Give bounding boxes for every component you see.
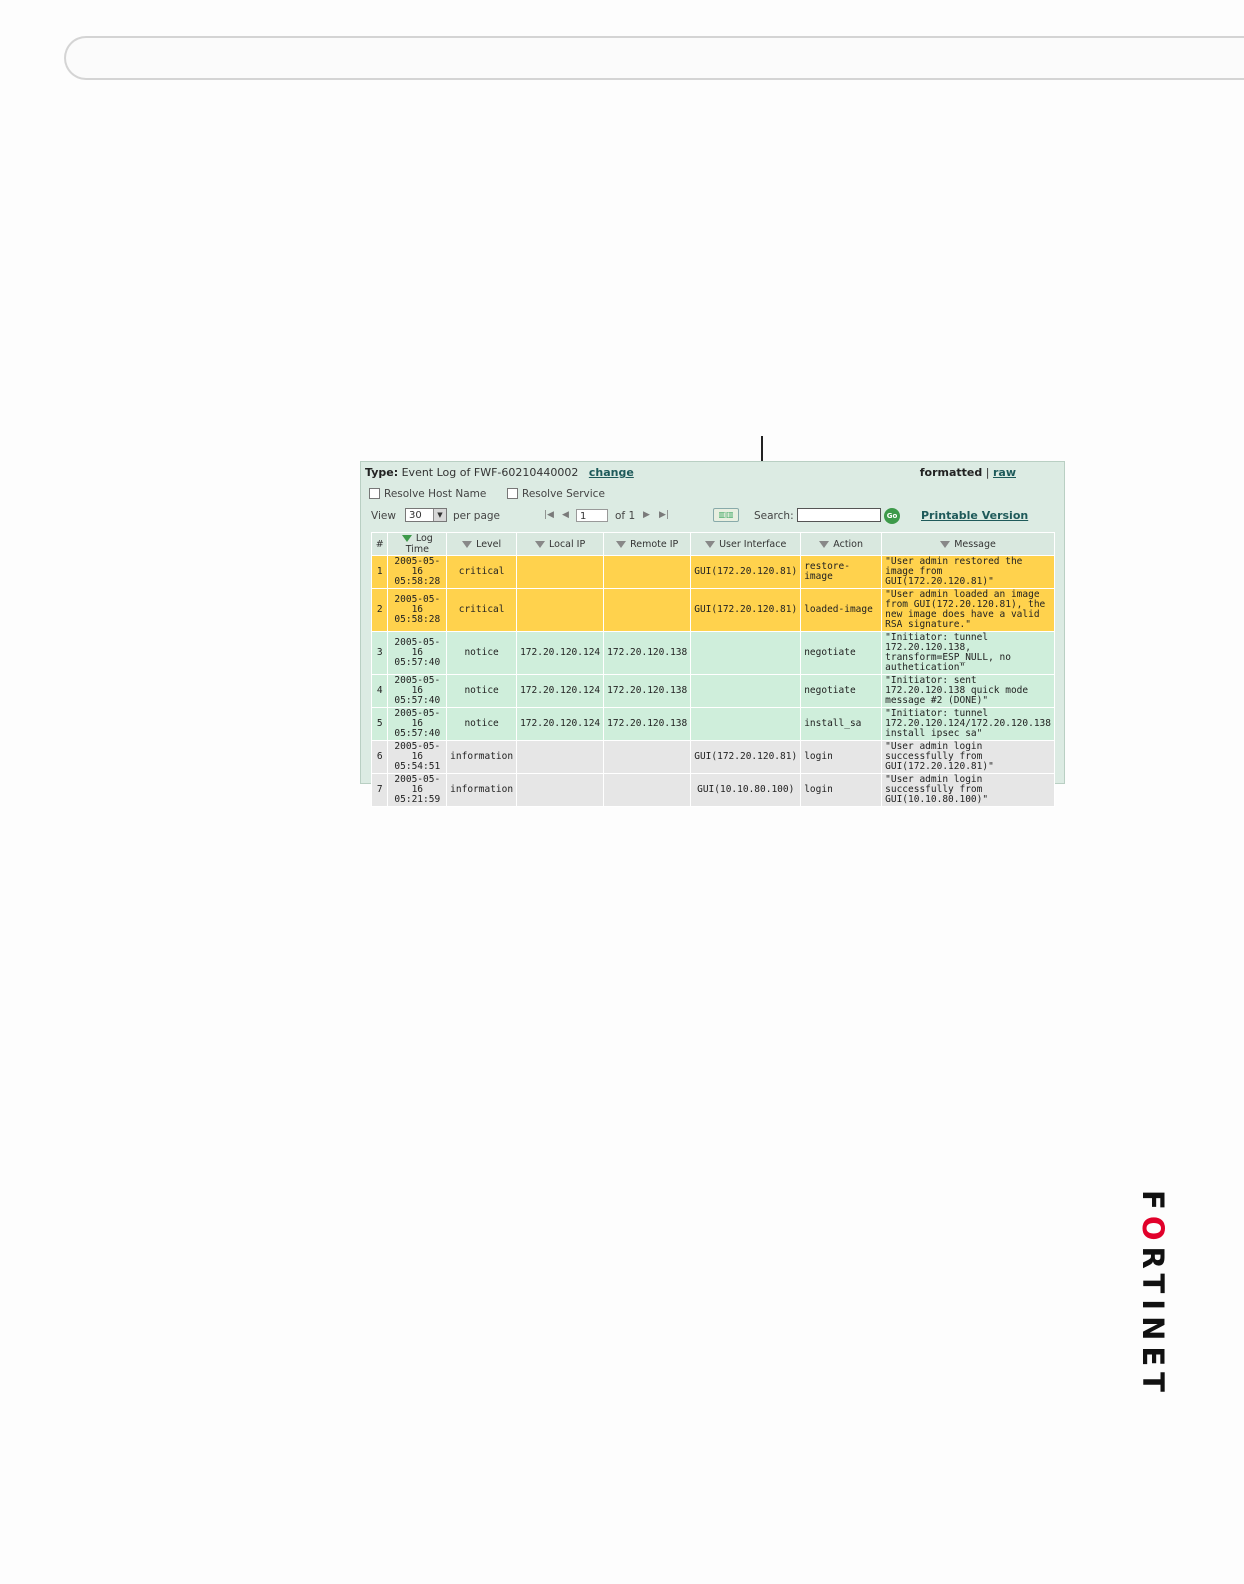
logo-text: FORTINET: [1136, 1190, 1170, 1398]
log-time-cell: 2005-05-16 05:57:40: [388, 675, 447, 708]
remote-ip-cell: [604, 556, 691, 589]
row-number-cell: 5: [372, 708, 388, 741]
table-header-row: [372, 533, 1055, 556]
resolve-service-label: Resolve Service: [522, 488, 605, 500]
action-cell: negotiate: [801, 632, 882, 675]
first-page-icon[interactable]: |◀: [544, 510, 554, 520]
level-cell: critical: [447, 556, 517, 589]
filter-icon[interactable]: [402, 535, 412, 542]
filter-icon[interactable]: [535, 541, 545, 548]
col-header-log-time[interactable]: [388, 533, 447, 556]
format-formatted[interactable]: formatted: [919, 466, 983, 479]
log-time-cell: 2005-05-16 05:57:40: [388, 632, 447, 675]
col-header-label: Remote IP: [630, 538, 679, 550]
message-cell: "User admin restored the image from GUI(172.20.120.81)": [882, 556, 1055, 589]
log-time-cell: 2005-05-16 05:54:51: [388, 741, 447, 774]
local-ip-cell: 172.20.120.124: [517, 708, 604, 741]
remote-ip-cell: [604, 589, 691, 632]
logo-o-mark: O: [1136, 1215, 1170, 1247]
user-interface-cell: GUI(172.20.120.81): [691, 589, 801, 632]
remote-ip-cell: [604, 741, 691, 774]
action-cell: login: [801, 774, 882, 807]
col-header-label: Message: [954, 538, 996, 550]
column-settings-icon[interactable]: ▥▥: [713, 508, 739, 522]
col-header-local-ip[interactable]: [517, 533, 604, 556]
log-time-cell: 2005-05-16 05:57:40: [388, 708, 447, 741]
col-header-label: User Interface: [719, 538, 787, 550]
level-cell: information: [447, 741, 517, 774]
per-page-value: 30: [409, 510, 422, 521]
message-cell: "Initiator: tunnel 172.20.120.138, transform=ESP_NULL, no authetication": [882, 632, 1055, 675]
remote-ip-cell: 172.20.120.138: [604, 632, 691, 675]
col-header-label: Log Time: [405, 533, 433, 555]
message-cell: "Initiator: tunnel 172.20.120.124/172.20.120.138 install ipsec sa": [882, 708, 1055, 741]
level-cell: notice: [447, 632, 517, 675]
action-cell: install_sa: [801, 708, 882, 741]
row-number-cell: 4: [372, 675, 388, 708]
type-value: Event Log of FWF-60210440002: [401, 466, 579, 479]
col-header-label: Local IP: [549, 538, 586, 550]
format-raw-link[interactable]: raw: [992, 466, 1016, 479]
change-link[interactable]: change: [588, 466, 634, 479]
message-cell: "Initiator: sent 172.20.120.138 quick mode message #2 (DONE)": [882, 675, 1055, 708]
col-header-action[interactable]: [801, 533, 882, 556]
row-number-cell: 3: [372, 632, 388, 675]
message-cell: "User admin loaded an image from GUI(172.20.120.81), the new image does have a valid RSA signature.": [882, 589, 1055, 632]
filter-icon[interactable]: [819, 541, 829, 548]
resolve-host-checkbox[interactable]: [369, 488, 380, 499]
row-number-cell: 7: [372, 774, 388, 807]
table-row[interactable]: [372, 741, 1055, 774]
user-interface-cell: [691, 675, 801, 708]
chevron-down-icon[interactable]: ▼: [433, 509, 446, 521]
level-cell: critical: [447, 589, 517, 632]
page-header-bar: [64, 36, 1244, 80]
remote-ip-cell: 172.20.120.138: [604, 708, 691, 741]
col-header-level[interactable]: [447, 533, 517, 556]
filter-icon[interactable]: [940, 541, 950, 548]
table-row[interactable]: [372, 675, 1055, 708]
message-cell: "User admin login successfully from GUI(10.10.80.100)": [882, 774, 1055, 807]
search-label: Search:: [754, 510, 794, 522]
level-cell: notice: [447, 675, 517, 708]
local-ip-cell: 172.20.120.124: [517, 675, 604, 708]
table-row[interactable]: [372, 589, 1055, 632]
col-header-label: Action: [833, 538, 864, 550]
last-page-icon[interactable]: ▶|: [659, 510, 669, 520]
col-header-number: #: [372, 533, 388, 556]
user-interface-cell: [691, 632, 801, 675]
col-header-user-interface[interactable]: [691, 533, 801, 556]
user-interface-cell: GUI(172.20.120.81): [691, 741, 801, 774]
level-cell: notice: [447, 708, 517, 741]
col-header-label: Level: [476, 538, 502, 550]
col-header-remote-ip[interactable]: [604, 533, 691, 556]
log-viewer-panel: [360, 461, 1065, 805]
next-page-icon[interactable]: ▶: [643, 510, 650, 520]
action-cell: negotiate: [801, 675, 882, 708]
action-cell: loaded-image: [801, 589, 882, 632]
local-ip-cell: 172.20.120.124: [517, 632, 604, 675]
resolve-service-checkbox[interactable]: [507, 488, 518, 499]
message-cell: "User admin login successfully from GUI(172.20.120.81)": [882, 741, 1055, 774]
filter-icon[interactable]: [705, 541, 715, 548]
log-time-cell: 2005-05-16 05:58:28: [388, 589, 447, 632]
remote-ip-cell: [604, 774, 691, 807]
page-number-input[interactable]: 1: [576, 509, 608, 522]
user-interface-cell: GUI(10.10.80.100): [691, 774, 801, 807]
local-ip-cell: [517, 589, 604, 632]
fortinet-logo: [1136, 1190, 1170, 1430]
prev-page-icon[interactable]: ◀: [562, 510, 569, 520]
format-separator: |: [985, 466, 990, 479]
go-button[interactable]: Go: [884, 508, 900, 524]
col-header-message[interactable]: [882, 533, 1055, 556]
action-cell: login: [801, 741, 882, 774]
user-interface-cell: [691, 708, 801, 741]
table-row[interactable]: [372, 632, 1055, 675]
format-switch: [920, 466, 1016, 479]
search-input[interactable]: [797, 508, 881, 522]
remote-ip-cell: 172.20.120.138: [604, 675, 691, 708]
user-interface-cell: GUI(172.20.120.81): [691, 556, 801, 589]
filter-icon[interactable]: [462, 541, 472, 548]
row-number-cell: 2: [372, 589, 388, 632]
row-number-cell: 1: [372, 556, 388, 589]
log-time-cell: 2005-05-16 05:58:28: [388, 556, 447, 589]
event-log-table: [371, 532, 1055, 807]
view-label: View: [371, 510, 396, 522]
printable-version-link[interactable]: Printable Version: [921, 509, 1029, 522]
page-count: of 1: [615, 510, 636, 522]
type-label: Type:: [365, 466, 399, 479]
row-number-cell: 6: [372, 741, 388, 774]
action-cell: restore-image: [801, 556, 882, 589]
table-row[interactable]: [372, 708, 1055, 741]
local-ip-cell: [517, 741, 604, 774]
level-cell: information: [447, 774, 517, 807]
table-row[interactable]: [372, 556, 1055, 589]
log-type-line: [365, 466, 634, 479]
filter-icon[interactable]: [616, 541, 626, 548]
local-ip-cell: [517, 774, 604, 807]
per-page-label: per page: [453, 510, 501, 522]
resolve-service-option[interactable]: [507, 488, 605, 500]
resolve-host-label: Resolve Host Name: [384, 488, 487, 500]
per-page-select[interactable]: [405, 508, 447, 522]
resolve-host-option[interactable]: [369, 488, 486, 500]
log-time-cell: 2005-05-16 05:21:59: [388, 774, 447, 807]
table-row[interactable]: [372, 774, 1055, 807]
local-ip-cell: [517, 556, 604, 589]
